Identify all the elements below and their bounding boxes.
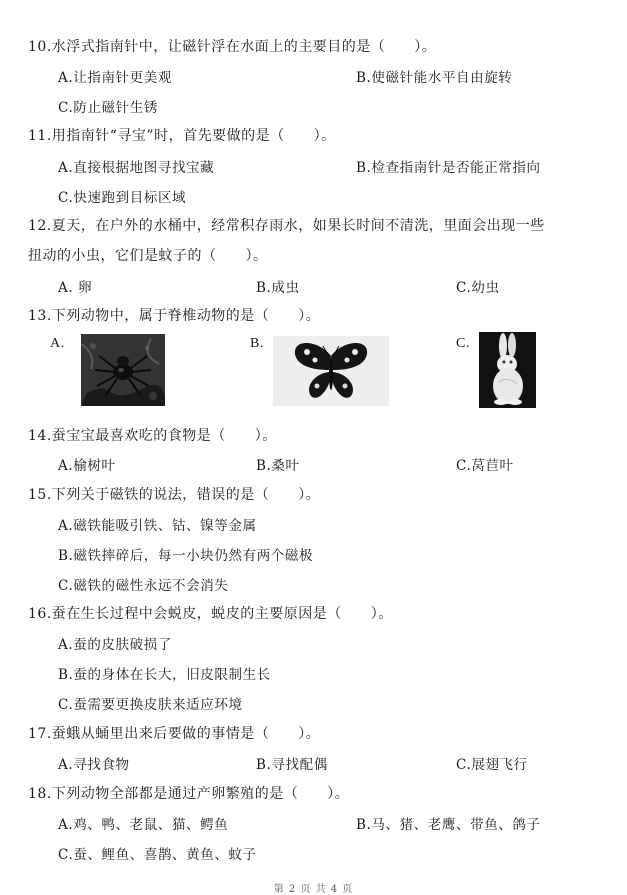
question-11-stem: 11.用指南针“寻宝”时，首先要做的是（ ）。 (28, 128, 336, 144)
question-12-option-a: A. 卵 (58, 280, 93, 296)
question-11-option-c: C.快速跑到目标区域 (58, 190, 187, 206)
question-14-option-b: B.桑叶 (256, 458, 300, 474)
question-13-option-a: A. (50, 336, 65, 351)
question-13-option-c: C. (456, 336, 471, 351)
question-12-option-c: C.幼虫 (456, 280, 500, 296)
butterfly-photo (273, 336, 389, 406)
question-18-option-b: B.马、猪、老鹰、带鱼、鸽子 (356, 817, 541, 833)
question-16-option-a: A.蚕的皮肤破损了 (58, 637, 172, 653)
question-10-option-b: B.使磁针能水平自由旋转 (356, 70, 513, 86)
question-16-stem: 16.蚕在生长过程中会蜕皮，蜕皮的主要原因是（ ）。 (28, 606, 393, 622)
question-13-option-b: B. (250, 336, 265, 351)
question-10-option-c: C.防止磁针生锈 (58, 100, 158, 116)
question-16-option-b: B.蚕的身体在长大，旧皮限制生长 (58, 667, 271, 683)
question-18-option-a: A.鸡、鸭、老鼠、猫、鳄鱼 (58, 817, 229, 833)
page-footer: 第 2 页 共 4 页 (273, 884, 354, 895)
question-12-option-b: B.成虫 (256, 280, 300, 296)
question-12-stem-line2: 扭动的小虫，它们是蚊子的（ ）。 (28, 248, 268, 264)
question-13-stem: 13.下列动物中，属于脊椎动物的是（ ）。 (28, 308, 321, 324)
question-18-option-c: C.蚕、鲤鱼、喜鹊、黄鱼、蚊子 (58, 847, 257, 863)
question-16-option-c: C.蚕需要更换皮肤来适应环境 (58, 697, 243, 713)
question-10-option-a: A.让指南针更美观 (58, 70, 172, 86)
question-15-option-a: A.磁铁能吸引铁、钴、镍等金属 (58, 518, 257, 534)
question-15-option-c: C.磁铁的磁性永远不会消失 (58, 578, 229, 594)
question-15-stem: 15.下列关于磁铁的说法，错误的是（ ）。 (28, 487, 321, 503)
question-17-stem: 17.蚕蛾从蛹里出来后要做的事情是（ ）。 (28, 726, 321, 742)
question-14-option-a: A.榆树叶 (58, 458, 116, 474)
question-15-option-b: B.磁铁摔碎后，每一小块仍然有两个磁极 (58, 548, 314, 564)
question-17-option-a: A.寻找食物 (58, 757, 130, 773)
question-10-stem: 10.水浮式指南针中，让磁针浮在水面上的主要目的是（ ）。 (28, 39, 437, 55)
question-11-option-a: A.直接根据地图寻找宝藏 (58, 160, 215, 176)
question-12-stem: 12.夏天，在户外的水桶中，经常积存雨水，如果长时间不清洗，里面会出现一些 (28, 218, 545, 234)
question-17-option-c: C.展翅飞行 (456, 757, 528, 773)
spider-photo (81, 334, 165, 406)
question-18-stem: 18.下列动物全部都是通过产卵繁殖的是（ ）。 (28, 786, 350, 802)
question-14-option-c: C.莴苣叶 (456, 458, 514, 474)
question-14-stem: 14.蚕宝宝最喜欢吃的食物是（ ）。 (28, 428, 277, 444)
question-11-option-b: B.检查指南针是否能正常指向 (356, 160, 541, 176)
rabbit-photo (479, 332, 536, 408)
question-17-option-b: B.寻找配偶 (256, 757, 328, 773)
